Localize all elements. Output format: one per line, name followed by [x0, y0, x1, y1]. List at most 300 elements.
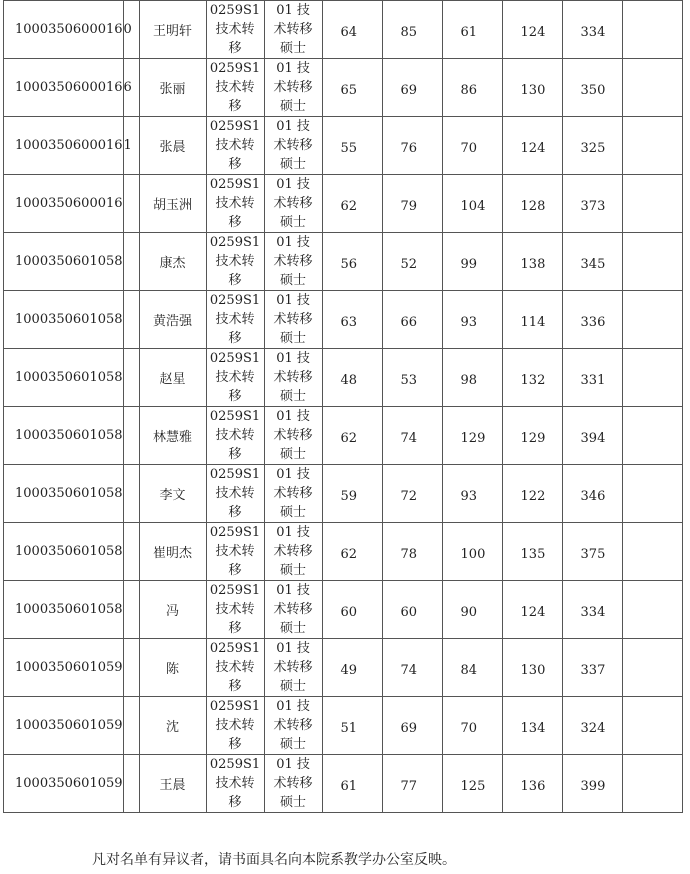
- candidate-id-cell: [4, 697, 124, 755]
- score-4: 129: [520, 430, 546, 446]
- candidate-name: 王晨: [159, 778, 186, 793]
- score-1: 59: [340, 488, 358, 504]
- direction-line: 硕士: [280, 621, 307, 636]
- program-code-line: 移: [228, 389, 242, 404]
- research-direction-cell: [264, 1, 322, 59]
- remarks-cell: [622, 465, 682, 523]
- program-code-cell: [206, 755, 264, 813]
- direction-line: 硕士: [280, 505, 307, 520]
- research-direction-cell: [264, 59, 322, 117]
- total-score-cell: [562, 291, 622, 349]
- program-code-line: 移: [228, 447, 242, 462]
- score-2-cell: [382, 639, 442, 697]
- program-code-line: 技术转: [215, 80, 255, 95]
- direction-line: 01 技: [276, 3, 310, 18]
- score-1-cell: [322, 233, 382, 291]
- score-2-cell: [382, 117, 442, 175]
- total-score-cell: [562, 117, 622, 175]
- id-suffix-cell: [123, 465, 139, 523]
- direction-line: 硕士: [280, 215, 307, 230]
- name-cell: [139, 117, 206, 175]
- candidate-id-cell: [4, 233, 124, 291]
- program-code-line: 技术转: [215, 660, 255, 675]
- direction-line: 术转移: [273, 254, 313, 269]
- score-4-cell: [502, 233, 562, 291]
- score-1-cell: [322, 697, 382, 755]
- candidate-id: 1000350601058: [15, 254, 123, 269]
- program-code-line: 0259S1: [209, 467, 261, 482]
- program-code-line: 移: [228, 99, 242, 114]
- direction-line: 术转移: [273, 80, 313, 95]
- candidate-id-suffix: 1: [123, 138, 132, 153]
- score-3: 99: [460, 256, 478, 272]
- score-2: 69: [400, 720, 418, 736]
- score-4-cell: [502, 697, 562, 755]
- total-score-cell: [562, 233, 622, 291]
- direction-line: 硕士: [280, 389, 307, 404]
- program-code-line: 移: [228, 41, 242, 56]
- score-3-cell: [442, 59, 502, 117]
- table-row: [4, 581, 683, 639]
- direction-line: 01 技: [276, 351, 310, 366]
- direction-line: 术转移: [273, 718, 313, 733]
- score-3: 93: [460, 314, 478, 330]
- score-1-cell: [322, 465, 382, 523]
- score-2: 69: [400, 82, 418, 98]
- total-score-cell: [562, 755, 622, 813]
- score-1: 51: [340, 720, 358, 736]
- score-2-cell: [382, 59, 442, 117]
- program-code-line: 技术转: [215, 776, 255, 791]
- score-4: 138: [520, 256, 546, 272]
- direction-line: 硕士: [280, 331, 307, 346]
- score-1: 60: [340, 604, 358, 620]
- score-2: 72: [400, 488, 418, 504]
- direction-line: 01 技: [276, 641, 310, 656]
- direction-line: 硕士: [280, 679, 307, 694]
- direction-line: 01 技: [276, 525, 310, 540]
- score-3-cell: [442, 233, 502, 291]
- total-score: 346: [580, 488, 606, 504]
- score-3-cell: [442, 465, 502, 523]
- direction-line: 01 技: [276, 293, 310, 308]
- table-row: [4, 291, 683, 349]
- score-3-cell: [442, 349, 502, 407]
- candidate-id-cell: [4, 349, 124, 407]
- score-1: 49: [340, 662, 358, 678]
- total-score-cell: [562, 639, 622, 697]
- score-1: 61: [340, 778, 358, 794]
- score-4: 114: [520, 314, 546, 330]
- program-code-line: 移: [228, 795, 242, 810]
- score-4-cell: [502, 465, 562, 523]
- candidate-id: 1000350601058: [15, 602, 123, 617]
- candidate-id-cell: [4, 175, 124, 233]
- candidate-id-suffix: 0: [123, 22, 132, 37]
- candidate-id: 1000350601059: [15, 718, 123, 733]
- score-1-cell: [322, 59, 382, 117]
- score-4: 132: [520, 372, 546, 388]
- program-code-line: 0259S1: [209, 699, 261, 714]
- direction-line: 术转移: [273, 138, 313, 153]
- direction-line: 01 技: [276, 757, 310, 772]
- candidate-name: 张晨: [159, 140, 186, 155]
- candidate-id-cell: [4, 523, 124, 581]
- admission-table: [3, 0, 683, 813]
- score-2-cell: [382, 1, 442, 59]
- name-cell: [139, 291, 206, 349]
- score-3: 86: [460, 82, 478, 98]
- score-2-cell: [382, 581, 442, 639]
- table-row: [4, 639, 683, 697]
- score-4-cell: [502, 59, 562, 117]
- remarks-cell: [622, 581, 682, 639]
- name-cell: [139, 233, 206, 291]
- score-2: 78: [400, 546, 418, 562]
- total-score-cell: [562, 1, 622, 59]
- score-3-cell: [442, 1, 502, 59]
- score-2: 77: [400, 778, 418, 794]
- score-2: 76: [400, 140, 418, 156]
- direction-line: 术转移: [273, 776, 313, 791]
- score-1-cell: [322, 1, 382, 59]
- score-4-cell: [502, 581, 562, 639]
- research-direction-cell: [264, 291, 322, 349]
- score-1: 62: [340, 198, 358, 214]
- candidate-name: 黄浩强: [153, 314, 193, 329]
- direction-line: 硕士: [280, 273, 307, 288]
- candidate-name: 沈: [166, 720, 180, 735]
- score-2: 74: [400, 662, 418, 678]
- id-suffix-cell: [123, 1, 139, 59]
- program-code-line: 0259S1: [209, 3, 261, 18]
- score-2: 79: [400, 198, 418, 214]
- score-3: 100: [460, 546, 486, 562]
- score-4-cell: [502, 349, 562, 407]
- score-3: 125: [460, 778, 486, 794]
- direction-line: 硕士: [280, 99, 307, 114]
- candidate-id: 1000350601058: [15, 428, 123, 443]
- program-code-cell: [206, 233, 264, 291]
- candidate-id-cell: [4, 465, 124, 523]
- score-3-cell: [442, 175, 502, 233]
- id-suffix-cell: [123, 291, 139, 349]
- candidate-name: 崔明杰: [153, 546, 193, 561]
- score-4: 130: [520, 82, 546, 98]
- score-2: 74: [400, 430, 418, 446]
- direction-line: 01 技: [276, 467, 310, 482]
- direction-line: 硕士: [280, 737, 307, 752]
- score-1: 62: [340, 430, 358, 446]
- program-code-line: 技术转: [215, 370, 255, 385]
- direction-line: 01 技: [276, 699, 310, 714]
- program-code-line: 技术转: [215, 138, 255, 153]
- candidate-id-cell: [4, 581, 124, 639]
- score-1-cell: [322, 639, 382, 697]
- total-score: 394: [580, 430, 606, 446]
- candidate-id-cell: [4, 407, 124, 465]
- program-code-line: 技术转: [215, 544, 255, 559]
- name-cell: [139, 175, 206, 233]
- id-suffix-cell: [123, 175, 139, 233]
- score-4: 124: [520, 140, 546, 156]
- score-3-cell: [442, 697, 502, 755]
- score-1: 55: [340, 140, 358, 156]
- research-direction-cell: [264, 407, 322, 465]
- remarks-cell: [622, 1, 682, 59]
- total-score-cell: [562, 465, 622, 523]
- score-2: 53: [400, 372, 418, 388]
- score-4: 128: [520, 198, 546, 214]
- program-code-line: 0259S1: [209, 61, 261, 76]
- score-4-cell: [502, 1, 562, 59]
- id-suffix-cell: [123, 581, 139, 639]
- score-3: 129: [460, 430, 486, 446]
- score-4-cell: [502, 407, 562, 465]
- total-score-cell: [562, 59, 622, 117]
- candidate-id-cell: [4, 291, 124, 349]
- candidate-id: 1000350601058: [15, 370, 123, 385]
- score-1-cell: [322, 291, 382, 349]
- research-direction-cell: [264, 639, 322, 697]
- score-4: 135: [520, 546, 546, 562]
- direction-line: 术转移: [273, 196, 313, 211]
- research-direction-cell: [264, 175, 322, 233]
- score-3: 93: [460, 488, 478, 504]
- score-1: 63: [340, 314, 358, 330]
- table-row: [4, 465, 683, 523]
- program-code-cell: [206, 465, 264, 523]
- program-code-line: 移: [228, 215, 242, 230]
- direction-line: 术转移: [273, 22, 313, 37]
- score-4: 124: [520, 24, 546, 40]
- total-score-cell: [562, 523, 622, 581]
- id-suffix-cell: [123, 117, 139, 175]
- id-suffix-cell: [123, 639, 139, 697]
- research-direction-cell: [264, 349, 322, 407]
- research-direction-cell: [264, 233, 322, 291]
- score-3-cell: [442, 639, 502, 697]
- research-direction-cell: [264, 755, 322, 813]
- direction-line: 01 技: [276, 409, 310, 424]
- total-score-cell: [562, 349, 622, 407]
- program-code-cell: [206, 349, 264, 407]
- direction-line: 硕士: [280, 447, 307, 462]
- program-code-line: 技术转: [215, 22, 255, 37]
- score-2-cell: [382, 755, 442, 813]
- name-cell: [139, 465, 206, 523]
- score-4: 134: [520, 720, 546, 736]
- program-code-cell: [206, 1, 264, 59]
- score-2: 85: [400, 24, 418, 40]
- candidate-name: 王明轩: [153, 24, 193, 39]
- candidate-name: 康杰: [159, 256, 186, 271]
- remarks-cell: [622, 697, 682, 755]
- program-code-line: 0259S1: [209, 757, 261, 772]
- name-cell: [139, 697, 206, 755]
- score-1-cell: [322, 523, 382, 581]
- id-suffix-cell: [123, 59, 139, 117]
- score-4-cell: [502, 117, 562, 175]
- remarks-cell: [622, 291, 682, 349]
- program-code-line: 移: [228, 331, 242, 346]
- score-2-cell: [382, 407, 442, 465]
- score-3: 98: [460, 372, 478, 388]
- score-4-cell: [502, 175, 562, 233]
- research-direction-cell: [264, 523, 322, 581]
- research-direction-cell: [264, 697, 322, 755]
- direction-line: 术转移: [273, 312, 313, 327]
- program-code-cell: [206, 407, 264, 465]
- score-3-cell: [442, 407, 502, 465]
- program-code-cell: [206, 117, 264, 175]
- candidate-id: 1000350601059: [15, 660, 123, 675]
- remarks-cell: [622, 755, 682, 813]
- table-row: [4, 1, 683, 59]
- program-code-line: 移: [228, 505, 242, 520]
- program-code-line: 0259S1: [209, 293, 261, 308]
- program-code-line: 0259S1: [209, 525, 261, 540]
- remarks-cell: [622, 233, 682, 291]
- score-3: 90: [460, 604, 478, 620]
- candidate-id-suffix: 6: [123, 80, 132, 95]
- research-direction-cell: [264, 581, 322, 639]
- candidate-id-cell: [4, 755, 124, 813]
- program-code-cell: [206, 175, 264, 233]
- program-code-line: 技术转: [215, 428, 255, 443]
- candidate-id: 1000350601059: [15, 776, 123, 791]
- table-row: [4, 175, 683, 233]
- score-3-cell: [442, 581, 502, 639]
- score-1: 56: [340, 256, 358, 272]
- total-score: 334: [580, 604, 606, 620]
- total-score: 350: [580, 82, 606, 98]
- program-code-line: 技术转: [215, 254, 255, 269]
- program-code-line: 技术转: [215, 196, 255, 211]
- direction-line: 01 技: [276, 583, 310, 598]
- candidate-id-cell: [4, 59, 124, 117]
- candidate-id-cell: [4, 639, 124, 697]
- score-1-cell: [322, 349, 382, 407]
- program-code-line: 0259S1: [209, 409, 261, 424]
- score-4-cell: [502, 291, 562, 349]
- candidate-name: 陈: [166, 662, 180, 677]
- total-score-cell: [562, 175, 622, 233]
- id-suffix-cell: [123, 523, 139, 581]
- score-1-cell: [322, 581, 382, 639]
- score-2-cell: [382, 233, 442, 291]
- candidate-id: 1000350600016: [15, 22, 123, 37]
- score-3-cell: [442, 755, 502, 813]
- program-code-cell: [206, 59, 264, 117]
- direction-line: 术转移: [273, 370, 313, 385]
- program-code-cell: [206, 639, 264, 697]
- candidate-id: 1000350600016: [15, 196, 123, 211]
- score-1: 64: [340, 24, 358, 40]
- direction-line: 01 技: [276, 119, 310, 134]
- program-code-line: 移: [228, 273, 242, 288]
- candidate-name: 张丽: [159, 82, 186, 97]
- candidate-id: 1000350600016: [15, 138, 123, 153]
- candidate-name: 冯: [166, 604, 180, 619]
- score-1-cell: [322, 175, 382, 233]
- direction-line: 硕士: [280, 563, 307, 578]
- candidate-id: 1000350601058: [15, 312, 123, 327]
- program-code-line: 技术转: [215, 312, 255, 327]
- score-4: 122: [520, 488, 546, 504]
- candidate-id-cell: [4, 1, 124, 59]
- score-3: 104: [460, 198, 486, 214]
- program-code-cell: [206, 523, 264, 581]
- name-cell: [139, 1, 206, 59]
- id-suffix-cell: [123, 349, 139, 407]
- candidate-id-cell: [4, 117, 124, 175]
- direction-line: 01 技: [276, 177, 310, 192]
- id-suffix-cell: [123, 233, 139, 291]
- name-cell: [139, 407, 206, 465]
- score-2-cell: [382, 465, 442, 523]
- name-cell: [139, 755, 206, 813]
- total-score: 325: [580, 140, 606, 156]
- score-1: 48: [340, 372, 358, 388]
- table-row: [4, 59, 683, 117]
- score-2-cell: [382, 523, 442, 581]
- program-code-cell: [206, 581, 264, 639]
- program-code-line: 技术转: [215, 718, 255, 733]
- direction-line: 术转移: [273, 428, 313, 443]
- score-3-cell: [442, 523, 502, 581]
- program-code-line: 技术转: [215, 602, 255, 617]
- direction-line: 术转移: [273, 486, 313, 501]
- program-code-line: 0259S1: [209, 119, 261, 134]
- program-code-line: 移: [228, 737, 242, 752]
- total-score: 337: [580, 662, 606, 678]
- table-body: [4, 1, 683, 813]
- name-cell: [139, 349, 206, 407]
- score-3: 84: [460, 662, 478, 678]
- score-3: 61: [460, 24, 478, 40]
- program-code-cell: [206, 291, 264, 349]
- table-row: [4, 523, 683, 581]
- score-2-cell: [382, 697, 442, 755]
- program-code-line: 移: [228, 621, 242, 636]
- id-suffix-cell: [123, 697, 139, 755]
- total-score: 375: [580, 546, 606, 562]
- candidate-name: 赵星: [159, 372, 186, 387]
- total-score: 324: [580, 720, 606, 736]
- score-2-cell: [382, 175, 442, 233]
- program-code-line: 技术转: [215, 486, 255, 501]
- total-score-cell: [562, 697, 622, 755]
- research-direction-cell: [264, 117, 322, 175]
- total-score: 399: [580, 778, 606, 794]
- remarks-cell: [622, 117, 682, 175]
- id-suffix-cell: [123, 755, 139, 813]
- score-3-cell: [442, 117, 502, 175]
- total-score: 331: [580, 372, 606, 388]
- direction-line: 术转移: [273, 544, 313, 559]
- remarks-cell: [622, 175, 682, 233]
- total-score: 373: [580, 198, 606, 214]
- program-code-line: 移: [228, 157, 242, 172]
- research-direction-cell: [264, 465, 322, 523]
- score-4-cell: [502, 639, 562, 697]
- program-code-line: 移: [228, 563, 242, 578]
- program-code-line: 0259S1: [209, 583, 261, 598]
- candidate-id: 1000350600016: [15, 80, 123, 95]
- program-code-cell: [206, 697, 264, 755]
- score-1-cell: [322, 117, 382, 175]
